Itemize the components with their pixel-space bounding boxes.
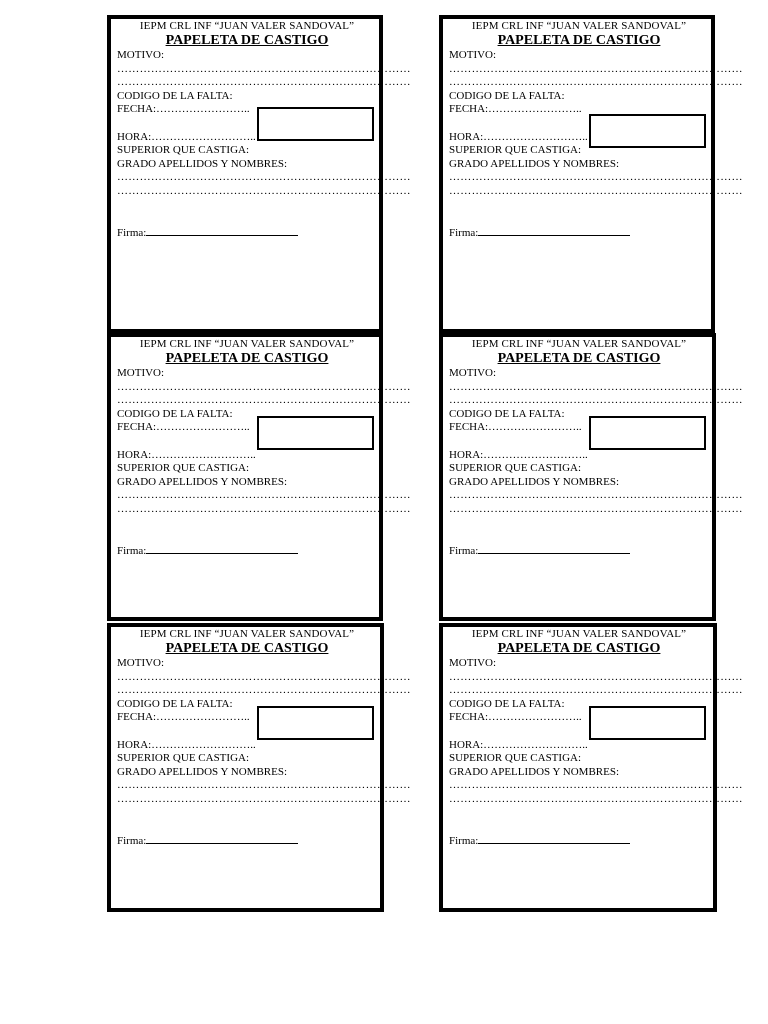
spacer bbox=[449, 198, 709, 226]
punishment-slip-6 bbox=[439, 623, 743, 912]
firma-row bbox=[117, 226, 377, 240]
firma-label: Firma: bbox=[117, 227, 147, 239]
school-name: IEPM CRL INF “JUAN VALER SANDOVAL” bbox=[139, 338, 355, 350]
grado-line-2: …………………………………………………………………… bbox=[449, 792, 743, 805]
firma-row bbox=[449, 544, 709, 558]
firma-signature-line bbox=[478, 226, 630, 236]
codigo-label: CODIGO DE LA FALTA: bbox=[117, 89, 233, 102]
codigo-box bbox=[257, 107, 374, 141]
firma-label: Firma: bbox=[117, 835, 147, 847]
motivo-label: MOTIVO: bbox=[449, 367, 497, 379]
spacer bbox=[449, 516, 709, 544]
superior-label: SUPERIOR QUE CASTIGA: bbox=[117, 144, 250, 156]
fecha-label: FECHA:…………………….. bbox=[117, 103, 250, 115]
codigo-box bbox=[589, 416, 706, 450]
punishment-slip-5 bbox=[107, 623, 411, 912]
grado-line-2: …………………………………………………………………… bbox=[449, 184, 743, 197]
slip-title: PAPELETA DE CASTIGO bbox=[497, 351, 661, 366]
motivo-line-1: …………………………………………………………………… bbox=[449, 62, 743, 75]
fecha-label: FECHA:…………………….. bbox=[117, 421, 250, 433]
firma-label: Firma: bbox=[449, 835, 479, 847]
motivo-line-2: …………………………………………………………………… bbox=[117, 394, 411, 406]
hora-label: HORA:……………………….. bbox=[449, 738, 588, 751]
slip-title: PAPELETA DE CASTIGO bbox=[497, 33, 661, 48]
spacer bbox=[117, 806, 377, 834]
school-name: IEPM CRL INF “JUAN VALER SANDOVAL” bbox=[471, 20, 687, 32]
superior-label: SUPERIOR QUE CASTIGA: bbox=[449, 144, 582, 156]
motivo-line-2: …………………………………………………………………… bbox=[117, 76, 411, 88]
firma-signature-line bbox=[478, 544, 630, 554]
spacer bbox=[117, 198, 377, 226]
grado-line-1: …………………………………………………………………… bbox=[449, 171, 743, 183]
motivo-line-2: …………………………………………………………………… bbox=[449, 684, 743, 696]
motivo-label: MOTIVO: bbox=[117, 657, 165, 669]
superior-label: SUPERIOR QUE CASTIGA: bbox=[117, 752, 250, 764]
motivo-label: MOTIVO: bbox=[449, 49, 497, 61]
codigo-box bbox=[257, 706, 374, 740]
superior-label: SUPERIOR QUE CASTIGA: bbox=[117, 462, 250, 474]
hora-label: HORA:……………………….. bbox=[117, 448, 256, 461]
school-name: IEPM CRL INF “JUAN VALER SANDOVAL” bbox=[139, 20, 355, 32]
motivo-line-1: …………………………………………………………………… bbox=[449, 380, 743, 393]
grado-label: GRADO APELLIDOS Y NOMBRES: bbox=[117, 475, 288, 488]
superior-label: SUPERIOR QUE CASTIGA: bbox=[449, 462, 582, 474]
hora-label: HORA:……………………….. bbox=[117, 130, 256, 143]
motivo-line-2: …………………………………………………………………… bbox=[449, 76, 743, 88]
fecha-label: FECHA:…………………….. bbox=[449, 711, 582, 723]
school-name: IEPM CRL INF “JUAN VALER SANDOVAL” bbox=[471, 628, 687, 640]
motivo-line-2: …………………………………………………………………… bbox=[449, 394, 743, 406]
motivo-label: MOTIVO: bbox=[117, 367, 165, 379]
grado-line-1: …………………………………………………………………… bbox=[117, 171, 411, 183]
motivo-line-1: …………………………………………………………………… bbox=[117, 380, 411, 393]
superior-label: SUPERIOR QUE CASTIGA: bbox=[449, 752, 582, 764]
fecha-label: FECHA:…………………….. bbox=[449, 421, 582, 433]
grado-line-1: …………………………………………………………………… bbox=[117, 779, 411, 791]
grado-label: GRADO APELLIDOS Y NOMBRES: bbox=[117, 157, 288, 170]
motivo-line-1: …………………………………………………………………… bbox=[117, 62, 411, 75]
firma-label: Firma: bbox=[449, 227, 479, 239]
grado-label: GRADO APELLIDOS Y NOMBRES: bbox=[449, 765, 620, 778]
codigo-label: CODIGO DE LA FALTA: bbox=[449, 407, 565, 420]
firma-row bbox=[449, 226, 709, 240]
firma-signature-line bbox=[146, 834, 298, 844]
codigo-label: CODIGO DE LA FALTA: bbox=[449, 89, 565, 102]
hora-label: HORA:……………………….. bbox=[117, 738, 256, 751]
grado-line-1: …………………………………………………………………… bbox=[449, 779, 743, 791]
firma-label: Firma: bbox=[449, 545, 479, 557]
grado-label: GRADO APELLIDOS Y NOMBRES: bbox=[117, 765, 288, 778]
motivo-line-2: …………………………………………………………………… bbox=[117, 684, 411, 696]
codigo-box bbox=[257, 416, 374, 450]
punishment-slip-4 bbox=[439, 333, 743, 621]
slip-title: PAPELETA DE CASTIGO bbox=[497, 641, 661, 656]
grado-line-2: …………………………………………………………………… bbox=[449, 502, 743, 515]
firma-signature-line bbox=[146, 544, 298, 554]
motivo-line-1: …………………………………………………………………… bbox=[117, 670, 411, 683]
spacer bbox=[449, 806, 709, 834]
spacer bbox=[117, 516, 377, 544]
fecha-label: FECHA:…………………….. bbox=[449, 103, 582, 115]
codigo-box bbox=[589, 706, 706, 740]
motivo-label: MOTIVO: bbox=[117, 49, 165, 61]
codigo-label: CODIGO DE LA FALTA: bbox=[117, 697, 233, 710]
codigo-label: CODIGO DE LA FALTA: bbox=[449, 697, 565, 710]
motivo-label: MOTIVO: bbox=[449, 657, 497, 669]
firma-label: Firma: bbox=[117, 545, 147, 557]
firma-row bbox=[117, 834, 377, 848]
grado-line-2: …………………………………………………………………… bbox=[117, 184, 411, 197]
punishment-slip-2 bbox=[439, 15, 743, 333]
punishment-slip-3 bbox=[107, 333, 411, 621]
firma-signature-line bbox=[146, 226, 298, 236]
grado-line-1: …………………………………………………………………… bbox=[449, 489, 743, 501]
slip-title: PAPELETA DE CASTIGO bbox=[165, 351, 329, 366]
grado-line-2: …………………………………………………………………… bbox=[117, 792, 411, 805]
motivo-line-1: …………………………………………………………………… bbox=[449, 670, 743, 683]
school-name: IEPM CRL INF “JUAN VALER SANDOVAL” bbox=[139, 628, 355, 640]
punishment-slip-1 bbox=[107, 15, 411, 333]
slip-title: PAPELETA DE CASTIGO bbox=[165, 641, 329, 656]
codigo-label: CODIGO DE LA FALTA: bbox=[117, 407, 233, 420]
firma-row bbox=[117, 544, 377, 558]
grado-label: GRADO APELLIDOS Y NOMBRES: bbox=[449, 157, 620, 170]
slip-title: PAPELETA DE CASTIGO bbox=[165, 33, 329, 48]
hora-label: HORA:……………………….. bbox=[449, 130, 588, 143]
firma-row bbox=[449, 834, 709, 848]
codigo-box bbox=[589, 114, 706, 148]
firma-signature-line bbox=[478, 834, 630, 844]
grado-label: GRADO APELLIDOS Y NOMBRES: bbox=[449, 475, 620, 488]
fecha-label: FECHA:…………………….. bbox=[117, 711, 250, 723]
hora-label: HORA:……………………….. bbox=[449, 448, 588, 461]
grado-line-2: …………………………………………………………………… bbox=[117, 502, 411, 515]
school-name: IEPM CRL INF “JUAN VALER SANDOVAL” bbox=[471, 338, 687, 350]
grado-line-1: …………………………………………………………………… bbox=[117, 489, 411, 501]
